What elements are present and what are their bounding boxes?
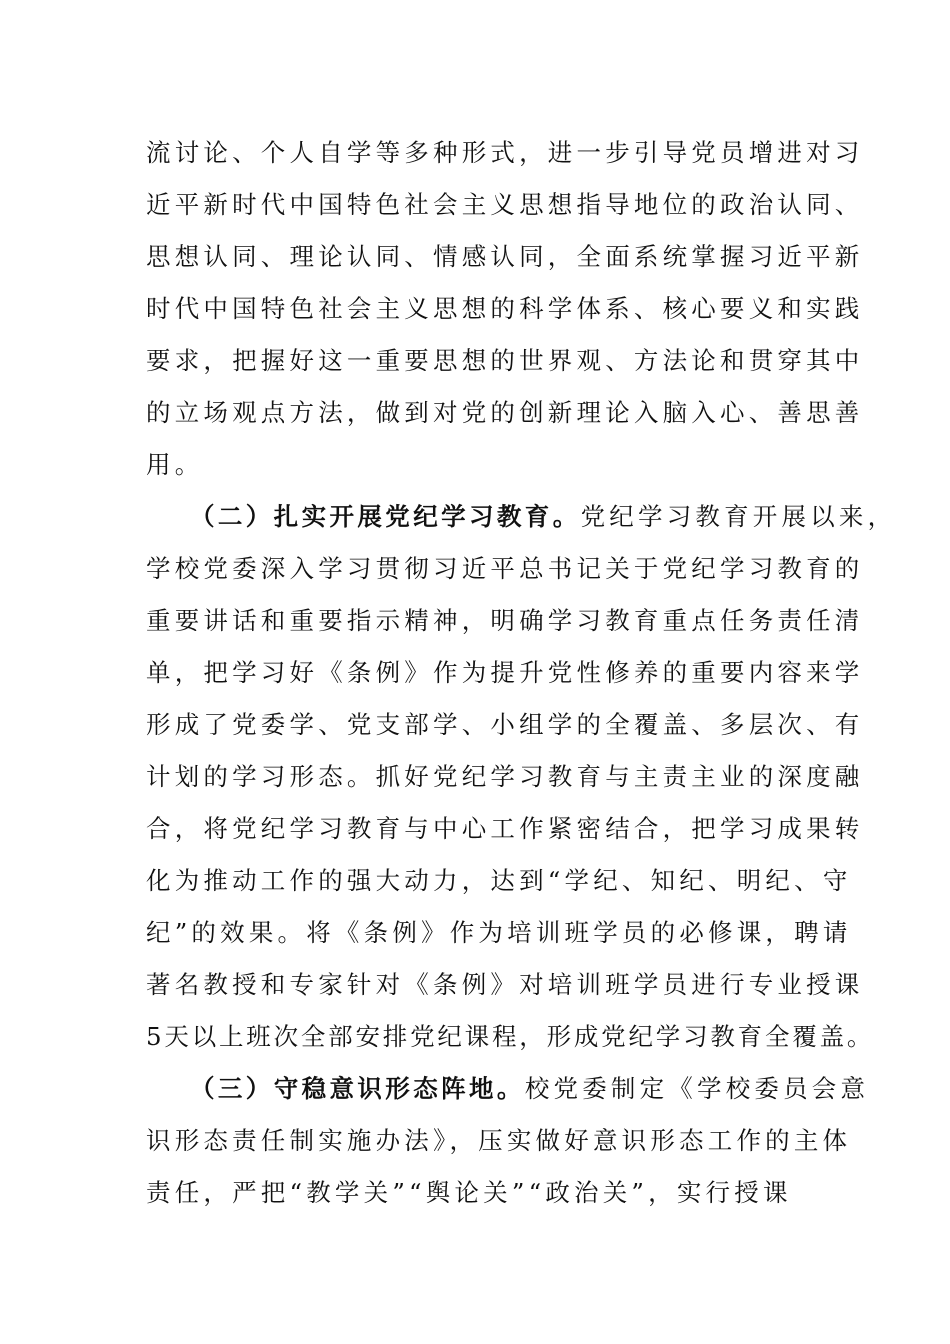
paragraph-line: 要求，把握好这一重要思想的世界观、方法论和贯穿其中 (146, 346, 864, 375)
paragraph-first-line (190, 497, 897, 537)
paragraph-line: 用。 (146, 450, 204, 479)
paragraph-text: 党纪学习教育开展以来， (580, 502, 897, 531)
paragraph-line: 单，把学习好《条例》作为提升党性修养的重要内容来学 (146, 658, 864, 687)
paragraph-line: 5天以上班次全部安排党纪课程，形成党纪学习教育全覆盖。 (146, 1022, 875, 1051)
paragraph-line: 的立场观点方法，做到对党的创新理论入脑入心、善思善 (146, 398, 864, 427)
paragraph-line: 计划的学习形态。抓好党纪学习教育与主责主业的深度融 (146, 762, 864, 791)
paragraph-line: 流讨论、个人自学等多种形式，进一步引导党员增进对习 (146, 138, 864, 167)
paragraph-line: 近平新时代中国特色社会主义思想指导地位的政治认同、 (146, 190, 864, 219)
paragraph-line: 形成了党委学、党支部学、小组学的全覆盖、多层次、有 (146, 710, 864, 739)
section-heading: （二）扎实开展党纪学习教育。 (190, 502, 581, 531)
paragraph-line: 化为推动工作的强大动力，达到“学纪、知纪、明纪、守 (146, 866, 852, 895)
paragraph-line: 学校党委深入学习贯彻习近平总书记关于党纪学习教育的 (146, 554, 864, 583)
paragraph-line: 纪”的效果。将《条例》作为培训班学员的必修课，聘请 (146, 918, 852, 947)
paragraph-line: 思想认同、理论认同、情感认同，全面系统掌握习近平新 (146, 242, 864, 271)
paragraph-line: 时代中国特色社会主义思想的科学体系、核心要义和实践 (146, 294, 864, 323)
paragraph-line: 重要讲话和重要指示精神，明确学习教育重点任务责任清 (146, 606, 864, 635)
paragraph-line: 著名教授和专家针对《条例》对培训班学员进行专业授课 (146, 970, 864, 999)
paragraph-line: 识形态责任制实施办法》，压实做好意识形态工作的主体 (146, 1126, 852, 1155)
paragraph-first-line (190, 1069, 870, 1109)
paragraph-line: 责任，严把“教学关”“舆论关”“政治关”，实行授课 (146, 1178, 792, 1207)
section-heading: （三）守稳意识形态阵地。 (190, 1074, 525, 1103)
paragraph-line: 合，将党纪学习教育与中心工作紧密结合，把学习成果转 (146, 814, 864, 843)
paragraph-text: 校党委制定《学校委员会意 (524, 1074, 870, 1103)
